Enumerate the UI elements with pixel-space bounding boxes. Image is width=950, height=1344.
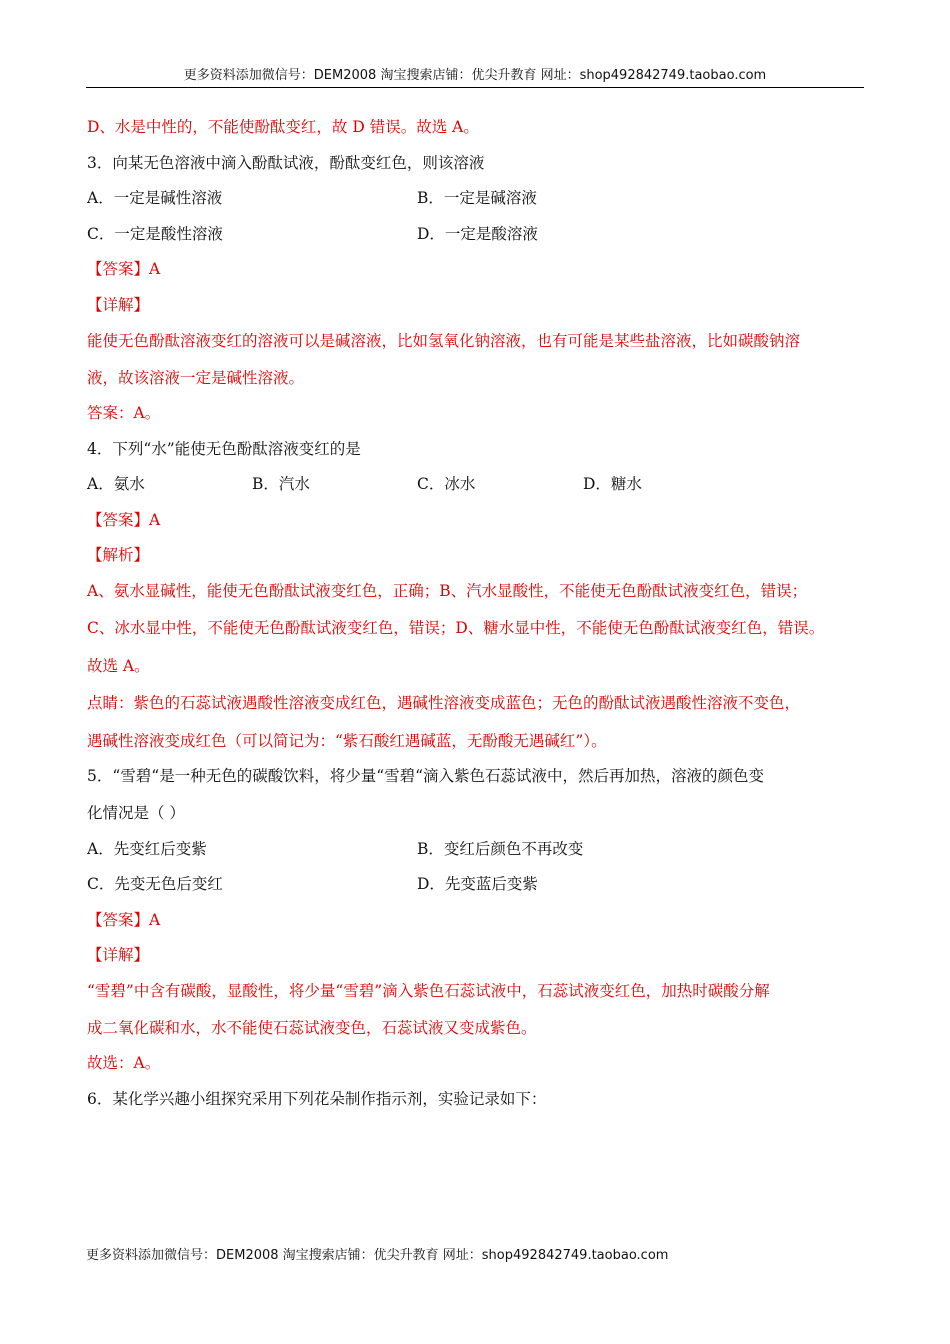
page-header: 更多资料添加微信号：DEM2008 淘宝搜索店铺：优尖升教育 网址：shop492842749.taobao.com xyxy=(183,68,767,83)
q5-explanation-line: 成二氧化碳和水，水不能使石蕊试液变色，石蕊试液又变成紫色。 xyxy=(87,1019,537,1037)
q5-option-a: A．先变红后变紫 xyxy=(87,840,207,858)
q5-option-c: C．先变无色后变红 xyxy=(87,875,223,893)
q3-option-c: C．一定是酸性溶液 xyxy=(87,225,223,243)
header-divider xyxy=(86,87,864,88)
q3-detail-label: 【详解】 xyxy=(87,296,150,314)
q5-explanation-line: “雪碧”中含有碳酸，显酸性，将少量“雪碧”滴入紫色石蕊试液中，石蕊试液变红色，加热时碳酸分解 xyxy=(87,982,770,1000)
q3-option-b: B．一定是碱溶液 xyxy=(417,189,537,207)
q4-option-c: C．冰水 xyxy=(417,475,476,493)
q5-detail-label: 【详解】 xyxy=(87,946,150,964)
q3-stem: 3．向某无色溶液中滴入酚酞试液，酚酞变红色，则该溶液 xyxy=(87,154,485,172)
q4-explanation-line: C、冰水显中性，不能使无色酚酞试液变红色，错误；D、糖水显中性，不能使无色酚酞试液变红色，错误。 xyxy=(87,619,825,637)
q3-explanation-line: 能使无色酚酞溶液变红的溶液可以是碱溶液，比如氢氧化钠溶液，也有可能是某些盐溶液，比如碳酸钠溶 xyxy=(87,332,801,350)
q3-option-d: D．一定是酸溶液 xyxy=(417,225,538,243)
q3-answer: 【答案】A xyxy=(87,260,161,278)
q3-final: 答案：A。 xyxy=(87,404,161,422)
q3-explanation-line: 液，故该溶液一定是碱性溶液。 xyxy=(87,369,305,387)
q4-option-d: D．糖水 xyxy=(583,475,642,493)
q4-analysis-label: 【解析】 xyxy=(87,546,150,564)
q5-option-b: B．变红后颜色不再改变 xyxy=(417,840,584,858)
q5-final: 故选：A。 xyxy=(87,1054,161,1072)
q5-stem-line: 5．“雪碧“是一种无色的碳酸饮料，将少量“雪碧“滴入紫色石蕊试液中，然后再加热，溶液的颜色变 xyxy=(87,767,765,785)
q4-explanation-line: A、氨水显碱性，能使无色酚酞试液变红色，正确；B、汽水显酸性，不能使无色酚酞试液变红色，错误； xyxy=(87,582,808,600)
q2-explanation-tail: D、水是中性的，不能使酚酞变红，故 D 错误。故选 A。 xyxy=(87,118,479,136)
q4-answer: 【答案】A xyxy=(87,511,161,529)
q4-option-a: A．氨水 xyxy=(87,475,145,493)
q3-option-a: A．一定是碱性溶液 xyxy=(87,189,223,207)
page-footer: 更多资料添加微信号：DEM2008 淘宝搜索店铺：优尖升教育 网址：shop492842749.taobao.com xyxy=(86,1248,669,1263)
q5-stem-line: 化情况是（ ） xyxy=(87,804,185,822)
q4-explanation-line: 故选 A。 xyxy=(87,657,150,675)
q5-option-d: D．先变蓝后变紫 xyxy=(417,875,538,893)
q4-stem: 4．下列“水”能使无色酚酞溶液变红的是 xyxy=(87,440,361,458)
q4-tip-line: 点睛：紫色的石蕊试液遇酸性溶液变成红色，遇碱性溶液变成蓝色；无色的酚酞试液遇酸性溶液不变色， xyxy=(87,694,801,712)
q4-option-b: B．汽水 xyxy=(252,475,310,493)
q6-stem: 6．某化学兴趣小组探究采用下列花朵制作指示剂，实验记录如下： xyxy=(87,1090,547,1108)
q5-answer: 【答案】A xyxy=(87,911,161,929)
q4-tip-line: 遇碱性溶液变成红色（可以简记为：“紫石酸红遇碱蓝，无酚酸无遇碱红”）。 xyxy=(87,732,607,750)
